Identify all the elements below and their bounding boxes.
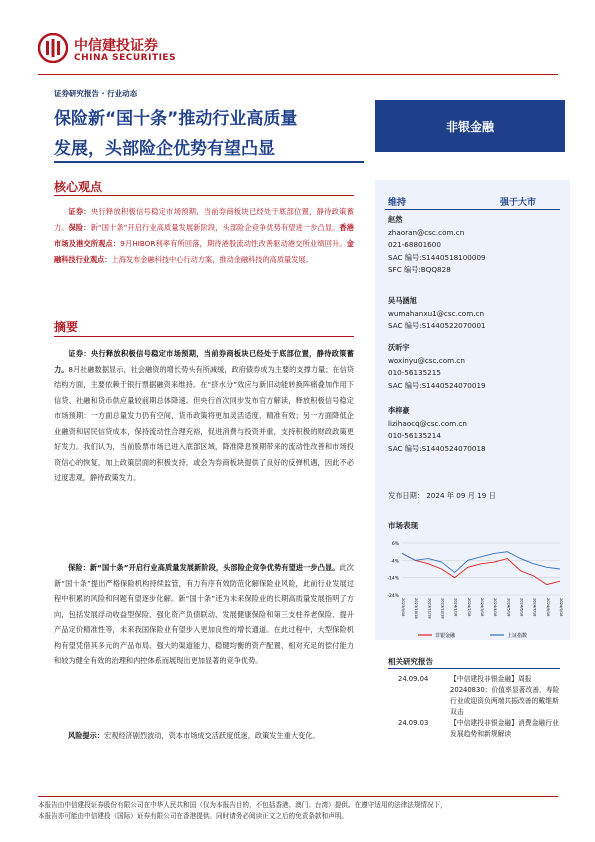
- x-tick-label: 2024/7/18: [532, 598, 537, 617]
- related-report-item[interactable]: [388, 674, 563, 718]
- title-rule: [54, 161, 364, 163]
- core-label-securities: 证券：: [68, 207, 91, 216]
- analyst-name: 赵然: [388, 215, 403, 224]
- industry-box: [375, 100, 565, 152]
- legend-label: 上证指数: [507, 633, 528, 639]
- core-label-insurance: 保险：: [68, 223, 91, 232]
- summary-insurance-bold: 保险：新“国十条”开启行业高质量发展新阶段，头部险企竞争优势有望进一步凸显。: [68, 563, 340, 572]
- related-date: 24.09.03: [398, 719, 429, 727]
- risk-warning: [54, 728, 354, 744]
- series-line: [402, 553, 560, 584]
- y-tick-label: 6%: [391, 542, 399, 547]
- x-tick-label: 2024/8/18: [545, 598, 550, 617]
- related-title: 相关研究报告: [388, 657, 433, 666]
- analyst-block: [388, 342, 486, 392]
- x-tick-label: 2023/12/18: [440, 598, 445, 619]
- x-tick-label: 2024/6/18: [519, 598, 524, 617]
- core-rule: [54, 195, 354, 196]
- x-tick-label: 2024/4/18: [493, 598, 498, 617]
- analyst-phone: 010-56135215: [388, 368, 441, 377]
- related-text: 【中信建投非银金融】周报20240830：价值率显著改善，寿险行业或迎资负两端共振改善的戴维斯双击: [450, 675, 560, 716]
- core-heading: 核心观点: [54, 180, 103, 194]
- rating-rule: [385, 209, 560, 210]
- related-date: 24.09.04: [398, 675, 429, 683]
- summary-para-securities: [54, 346, 354, 486]
- related-report-item[interactable]: [388, 718, 563, 740]
- y-tick-label: -14%: [387, 576, 399, 582]
- analyst-sac: SAC 编号:S1440522070001: [388, 321, 486, 330]
- series-line: [402, 552, 560, 573]
- x-tick-label: 2024/9/18: [559, 598, 563, 617]
- brand-name-cn: 中信建投证券: [74, 38, 158, 54]
- publish-date: 发布日期： 2024 年 09 月 19 日: [388, 491, 496, 500]
- analyst-block: [388, 214, 486, 277]
- related-rule: [388, 668, 560, 669]
- market-performance-chart: [380, 535, 565, 640]
- x-tick-label: 2023/11/18: [427, 598, 432, 619]
- x-tick-label: 2024/5/18: [506, 598, 511, 617]
- x-tick-label: 2023/10/18: [414, 598, 419, 619]
- analyst-sac: SAC 编号:S1440524070018: [388, 443, 486, 453]
- footer-rule: [38, 796, 558, 797]
- report-tag: 证券研究报告 · 行业动态: [54, 89, 138, 98]
- summary-insurance-text: 此次新“国十条”提出严格保险机构持续监管，有力有序有效防范化解保险业风险，此前行业发展过程中积累的风险和问题有望逐步化解。新“国十条”还为未来保险业的长期高质量发展指明了方向，包括发展浮动收益型保险、强化资产负债联动、发展健康保险和第三支柱养老保险、提升产品定价精准性等，未来我国保险业有望步入更加良性的增长通道。在此过程中，大型保险机构有望凭借其多元的产品布局、强大的渠道能力、稳健均衡的资产配置、相对充足的偿付能力和较为健全有效的治理和内控体系而展现出更加显著的竞争优势。: [54, 563, 354, 665]
- x-tick-label: 2023/9/18: [401, 598, 405, 617]
- analyst-name: 沃昕宇: [388, 343, 410, 352]
- core-label-hk: 香港市场及港交所观点：: [54, 223, 354, 248]
- core-text-securities: 央行释放积极信号稳定市场预期，当前券商板块已经处于底部位置，静待政策蓄力。: [54, 207, 354, 232]
- core-text-insurance: 新“国十条”开启行业高质量发展新阶段，头部险企竞争优势有望进一步凸显。: [90, 223, 340, 232]
- risk-text: 宏观经济剧烈波动，资本市场成交活跃度低迷，政策发生重大变化。: [103, 731, 320, 740]
- legend-label: 非银金融: [435, 633, 456, 639]
- industry-label: 非银金融: [445, 119, 494, 134]
- market-title: 市场表现: [388, 521, 418, 530]
- analyst-phone: 021-68801600: [388, 240, 441, 249]
- summary-para-insurance: [54, 560, 354, 669]
- y-tick-label: -4%: [390, 559, 399, 565]
- disclaimer-footer: [38, 800, 568, 822]
- y-tick-label: -24%: [387, 594, 399, 599]
- x-tick-label: 2024/2/18: [466, 598, 471, 617]
- x-tick-label: 2024/1/18: [453, 598, 458, 617]
- core-text-hk: 9月HIBOR利率有所回落，期待港股流动性改善驱动港交所业绩回升。: [120, 239, 347, 248]
- analyst-block: [388, 405, 486, 455]
- analyst-name: 李梓豪: [388, 406, 410, 415]
- analyst-block: [388, 295, 486, 333]
- analyst-name: 吴马涵旭: [388, 296, 417, 305]
- company-logo: [38, 33, 177, 63]
- report-title-line1: 保险新“国十条”推动行业高质量: [54, 109, 298, 129]
- related-text: 【中信建投非银金融】消费金融行业发展趋势和新规解读: [450, 719, 559, 738]
- core-text-fintech: 上海发布金融科技中心行动方案，推动金融科技的高质量发展。: [111, 255, 313, 264]
- report-title-line2: 发展，头部险企优势有望凸显: [54, 139, 275, 159]
- analyst-phone: 010-56135214: [388, 431, 441, 440]
- risk-label: 风险提示：: [68, 731, 104, 740]
- core-label-fintech: 金融科技行业观点：: [54, 239, 354, 264]
- summary-heading: 摘要: [54, 320, 79, 334]
- footer-line: 本报告亦可能由中信建投（国际）证券有限公司在香港提供。同时请务必阅读正文之后的免责条款和声明。: [38, 812, 348, 820]
- rating-label: 维持: [388, 198, 407, 208]
- summary-rule: [54, 336, 354, 337]
- header-rule: [38, 74, 558, 75]
- core-view-text: [54, 204, 354, 268]
- analyst-email: lizihaocq@csc.com.cn: [388, 418, 467, 428]
- analyst-sac: SAC 编号:S1440518100009: [388, 252, 486, 262]
- analyst-sfc: SFC 编号:BQQ828: [388, 265, 451, 274]
- csc-logo-icon: [38, 33, 68, 63]
- summary-securities-text: 8月社融数据显示，社会融资的增长势头有所减缓，政府债券成为主要的支撑力量；在信贷结构方面，主要依赖于银行票据融资来维持。在“挤水分”效应与新旧动能转换阵痛叠加作用下信贷、社融和货币供应量较前期总体降速。但央行首次同步发布官方解读，释放积极信号稳定市场预期：一方面总量发力仍有空间，货币政策将更加灵活适度、精准有效；另一方面降低企业融资和居民信贷成本，保持流动性合理充裕，促进消费与投资并重，支持积极的财政政策更好发力。我们认为，当前股票市场已进入底部区域，降准降息预期带来的流动性改善和市场投资信心的恢复，加上政策层面的积极支持，或会为券商板块提供了良好的反弹机遇，因此不必过度悲观，静待政策发力。: [54, 364, 354, 482]
- rating-value: 强于大市: [500, 198, 537, 208]
- analyst-email: wumahanxu1@csc.com.cn: [388, 308, 484, 318]
- summary-securities-bold: 证券：央行释放积极信号稳定市场预期，当前券商板块已经处于底部位置，静待政策蓄力。: [54, 349, 354, 374]
- analyst-sac: SAC 编号:S1440524070019: [388, 380, 486, 390]
- x-tick-label: 2024/3/18: [480, 598, 484, 617]
- brand-name-en: CHINA SECURITIES: [74, 53, 177, 63]
- analyst-email: woxinyu@csc.com.cn: [388, 355, 465, 365]
- footer-line: 本报告由中信建投证券股份有限公司在中华人民共和国（仅为本报告目的，不包括香港、澳门、台湾）提供。在遵守适用的法律法规情况下，: [38, 801, 447, 809]
- analyst-email: zhaoran@csc.com.cn: [388, 227, 465, 237]
